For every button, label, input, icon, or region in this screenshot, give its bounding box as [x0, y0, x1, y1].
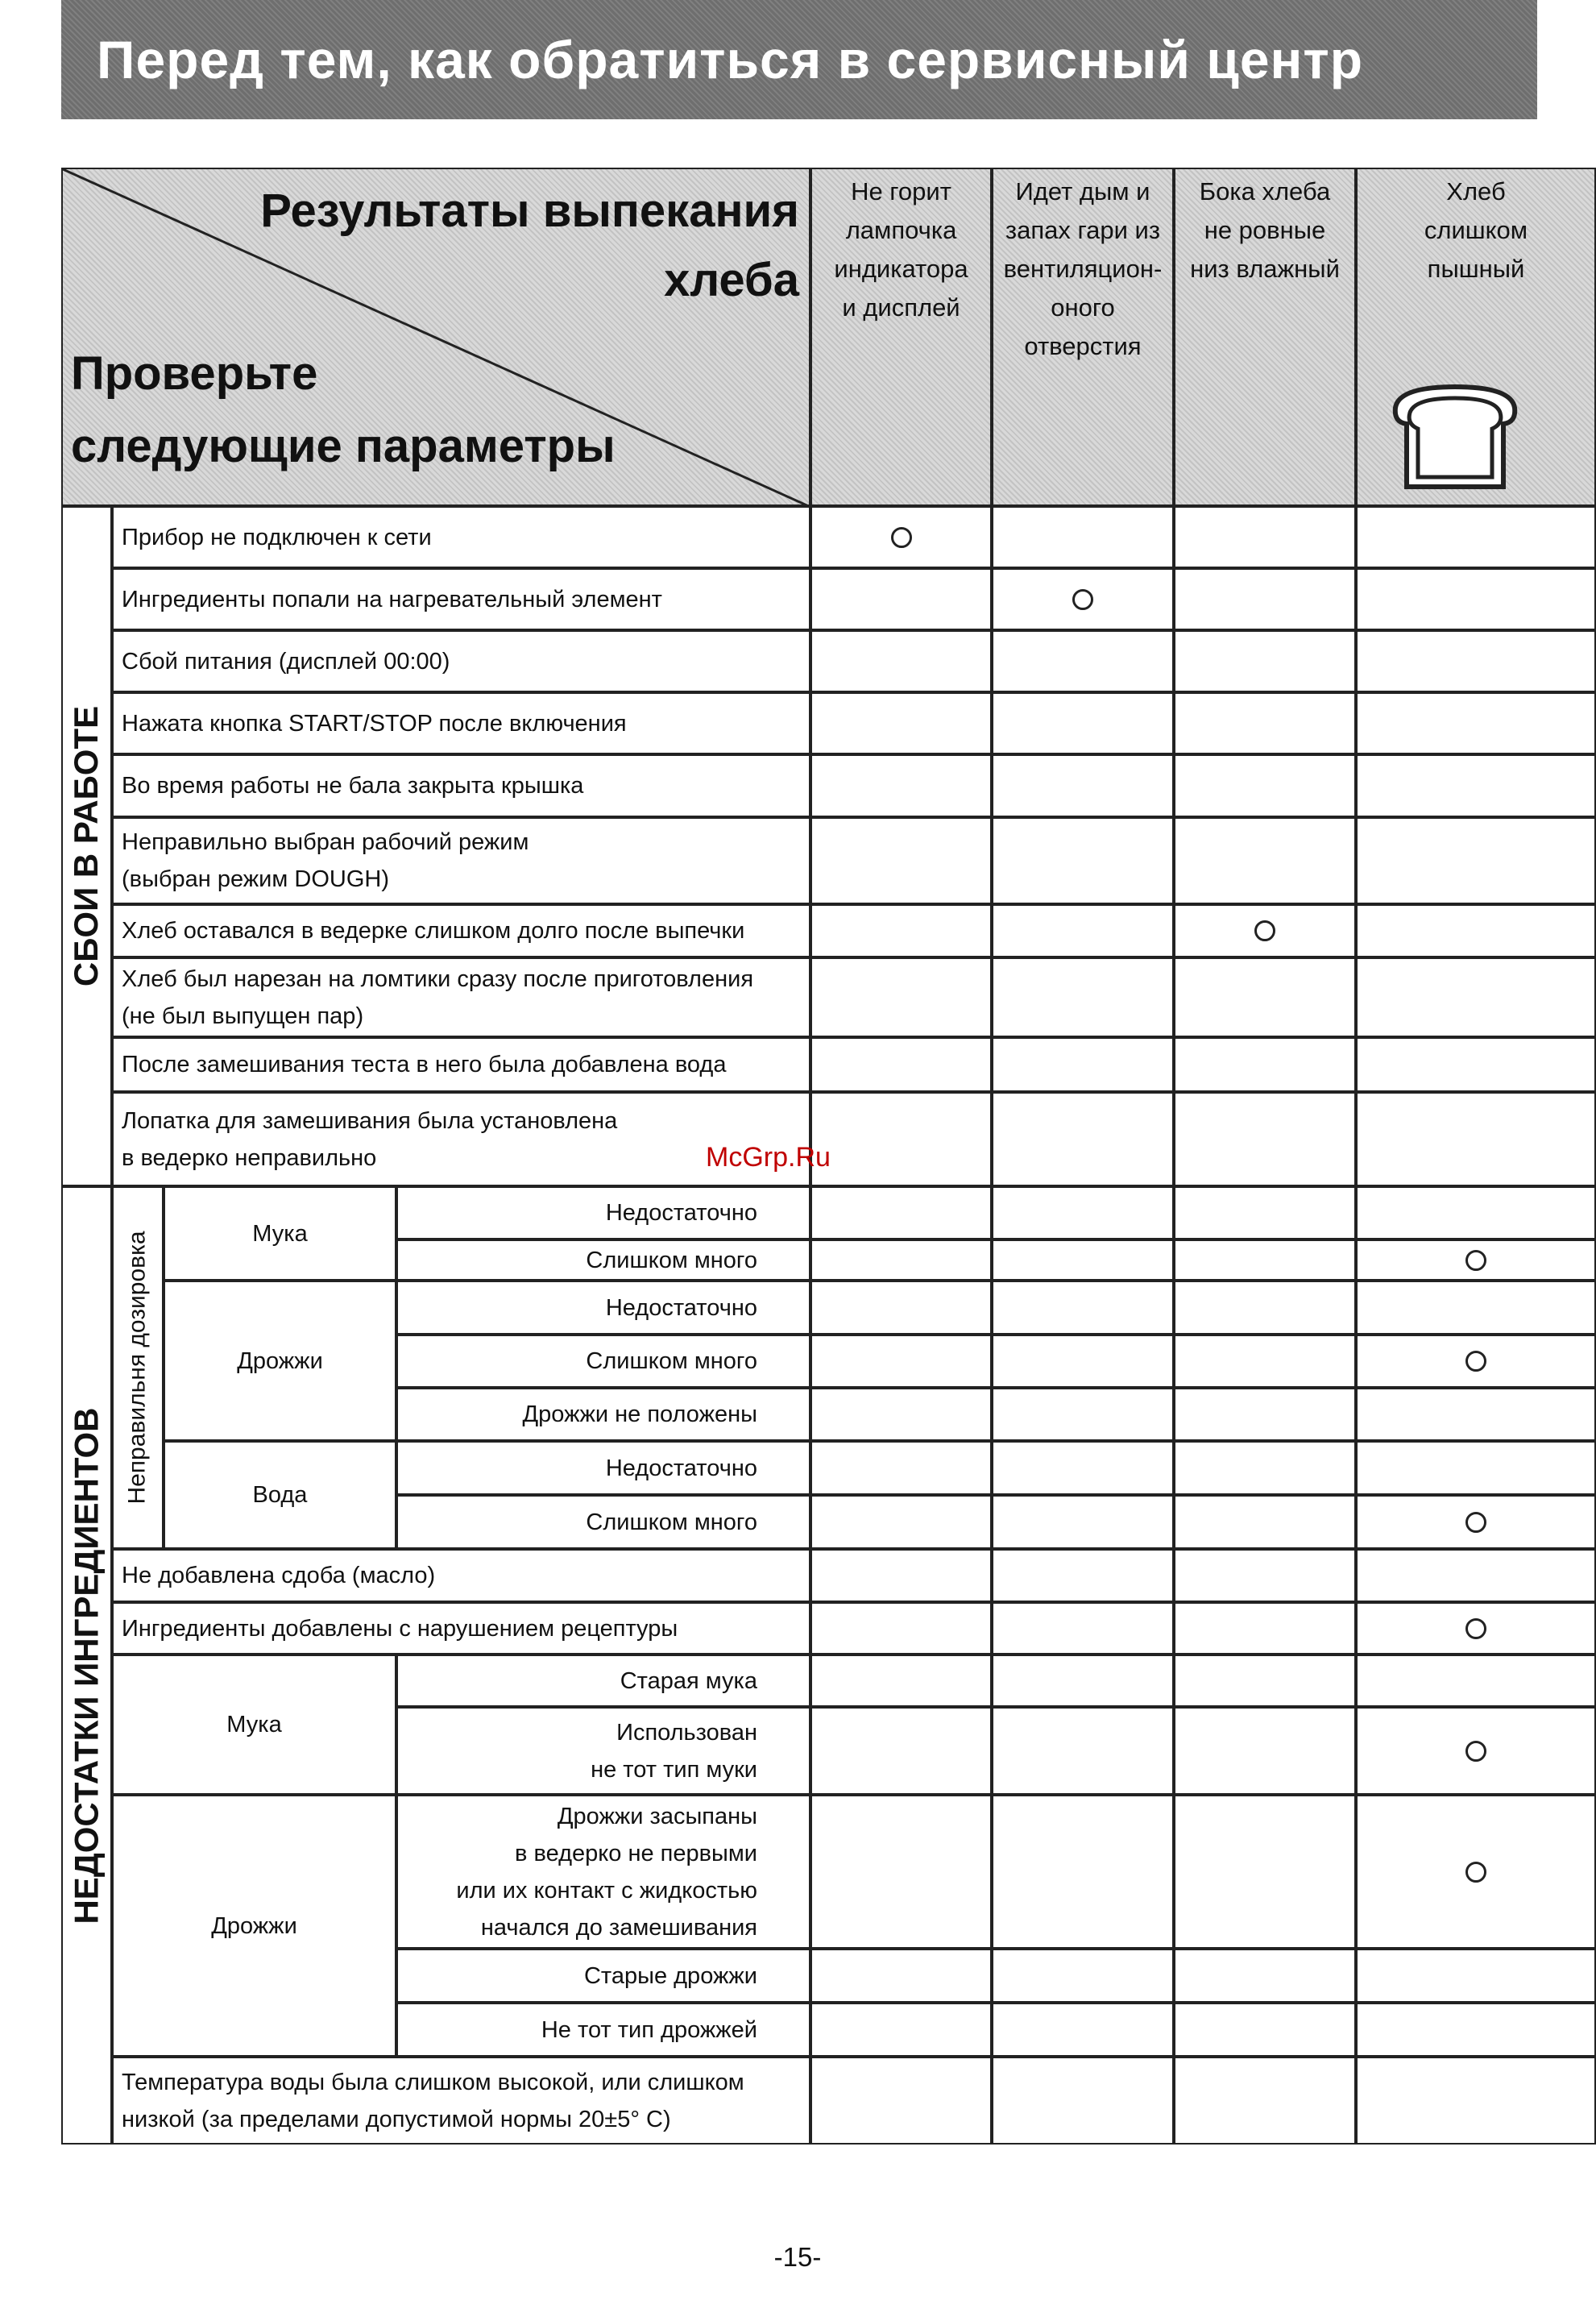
row-label-text [586, 1242, 757, 1279]
row-label-r25 [112, 2057, 810, 2145]
cell-r25-c1 [810, 2057, 992, 2145]
cell-r11-c2 [992, 1186, 1174, 1239]
text-line: Не горит [851, 177, 951, 206]
text-line: Слишком много [586, 1348, 757, 1374]
row-label-r3 [112, 630, 810, 692]
text-line: Старые дрожжи [583, 1962, 757, 1989]
cell-r5-c3 [1174, 754, 1356, 817]
dosage-group-label: Неправильня дозировка [124, 1231, 151, 1505]
cell-r23-c4 [1356, 1949, 1596, 2003]
cell-r2-c3 [1174, 568, 1356, 630]
row-label-r11 [396, 1186, 810, 1239]
text-line: Хлеб оставался в ведерке слишком долго после выпечки [122, 918, 745, 944]
text-line: Сбой питания (дисплей 00:00) [122, 648, 450, 675]
text-line: Недостаточно [605, 1294, 757, 1321]
row-label-text [122, 519, 432, 556]
cell-r16-c3 [1174, 1441, 1356, 1495]
cell-r18-c2 [992, 1549, 1174, 1602]
cell-r17-c3 [1174, 1495, 1356, 1549]
row-label-r12 [396, 1239, 810, 1281]
row-label-text [541, 2012, 757, 2049]
cell-r25-c2 [992, 2057, 1174, 2145]
cell-r16-c2 [992, 1441, 1174, 1495]
row-label-r17 [396, 1495, 810, 1549]
text-line: и дисплей [842, 293, 960, 322]
results-heading-line2: хлеба [664, 254, 799, 306]
watermark: McGrp.Ru [706, 1142, 831, 1173]
check-mark-circle-icon [1465, 1250, 1486, 1271]
page-number: -15- [773, 2242, 822, 2272]
text-line: оного [1051, 293, 1115, 322]
cell-r7-c4 [1356, 904, 1596, 957]
row-label-text [456, 1798, 757, 1946]
cell-r8-c3 [1174, 957, 1356, 1037]
row-label-text [122, 643, 450, 680]
group-water: Вода [164, 1441, 396, 1549]
row-label-text [586, 1504, 757, 1541]
row-label-r9 [112, 1037, 810, 1092]
cell-r15-c1 [810, 1388, 992, 1441]
row-label-text [606, 1289, 757, 1327]
row-label-text [122, 1610, 678, 1647]
cell-r15-c2 [992, 1388, 1174, 1441]
cell-r8-c2 [992, 957, 1174, 1037]
bread-loaf-icon [1391, 382, 1519, 492]
text-line: не тот тип муки [591, 1756, 757, 1783]
text-line: Хлеб был нарезан на ломтики сразу после приготовления [122, 965, 754, 992]
row-label-text [122, 767, 583, 804]
cell-r3-c3 [1174, 630, 1356, 692]
check-mark-circle-icon [1072, 589, 1093, 610]
cell-r13-c3 [1174, 1281, 1356, 1335]
group-flour: Мука [164, 1186, 396, 1281]
cell-r19-c1 [810, 1602, 992, 1655]
check-mark-circle-icon [1465, 1351, 1486, 1372]
text-line: Лопатка для замешивания была установлена [122, 1107, 618, 1134]
text-line: Не тот тип дрожжей [541, 2016, 757, 2043]
row-label-r22 [396, 1795, 810, 1949]
cell-r17-c1 [810, 1495, 992, 1549]
row-label-r21 [396, 1707, 810, 1795]
cell-r23-c3 [1174, 1949, 1356, 2003]
cell-r21-c3 [1174, 1707, 1356, 1795]
text-line: начался до замешивания [480, 1914, 757, 1941]
column-header-c3 [1174, 168, 1356, 506]
cell-r6-c1 [810, 817, 992, 904]
cell-r9-c4 [1356, 1037, 1596, 1092]
text-line: в ведерко неправильно [122, 1144, 377, 1171]
cell-r11-c1 [810, 1186, 992, 1239]
cell-r10-c4 [1356, 1092, 1596, 1186]
text-line: не ровные [1204, 216, 1326, 244]
text-line: После замешивания теста в него была добавлена вода [122, 1052, 727, 1077]
cell-r11-c4 [1356, 1186, 1596, 1239]
row-label-r20 [396, 1655, 810, 1707]
text-line: лампочка [845, 216, 957, 244]
cell-r4-c1 [810, 692, 992, 754]
cell-r11-c3 [1174, 1186, 1356, 1239]
cell-r8-c1 [810, 957, 992, 1037]
text-line: Идет дым и [1015, 177, 1150, 206]
cell-r13-c2 [992, 1281, 1174, 1335]
text-line: Дрожжи не положены [522, 1401, 757, 1427]
cell-r20-c2 [992, 1655, 1174, 1707]
dosage-group [112, 1186, 164, 1549]
cell-r13-c4 [1356, 1281, 1596, 1335]
cell-r10-c2 [992, 1092, 1174, 1186]
check-heading-line1: Проверьте [71, 347, 318, 400]
row-label-r19 [112, 1602, 810, 1655]
row-label-text [122, 705, 627, 742]
row-label-r18 [112, 1549, 810, 1602]
cell-r12-c1 [810, 1239, 992, 1281]
cell-r24-c4 [1356, 2003, 1596, 2057]
text-line: Нажата кнопка START/STOP после включения [122, 710, 627, 737]
row-label-r13 [396, 1281, 810, 1335]
text-line: Во время работы не бала закрыта крышка [122, 773, 584, 799]
check-mark-circle-icon [1465, 1862, 1486, 1883]
cell-r8-c4 [1356, 957, 1596, 1037]
row-label-text [586, 1343, 757, 1380]
text-line: в ведерко не первыми [515, 1840, 757, 1866]
check-mark-circle-icon [1465, 1741, 1486, 1762]
cell-r3-c4 [1356, 630, 1596, 692]
check-mark-circle-icon [891, 527, 912, 548]
cell-r20-c3 [1174, 1655, 1356, 1707]
row-label-text [122, 961, 753, 1035]
cell-r9-c3 [1174, 1037, 1356, 1092]
column-header-c1 [810, 168, 992, 506]
cell-r5-c1 [810, 754, 992, 817]
row-label-text [122, 2064, 744, 2138]
cell-r16-c4 [1356, 1441, 1596, 1495]
cell-r24-c3 [1174, 2003, 1356, 2057]
cell-r6-c3 [1174, 817, 1356, 904]
text-line: низ влажный [1190, 255, 1340, 283]
cell-r15-c4 [1356, 1388, 1596, 1441]
header-corner-cell [61, 168, 810, 506]
cell-r15-c3 [1174, 1388, 1356, 1441]
row-label-text [122, 1046, 726, 1083]
text-line: Старая мука [620, 1667, 757, 1694]
cell-r18-c4 [1356, 1549, 1596, 1602]
cell-r19-c2 [992, 1602, 1174, 1655]
cell-r7-c2 [992, 904, 1174, 957]
text-line: Не добавлена сдоба (масло) [122, 1563, 436, 1588]
cell-r10-c3 [1174, 1092, 1356, 1186]
cell-r20-c1 [810, 1655, 992, 1707]
row-label-text [620, 1663, 757, 1700]
cell-r17-c2 [992, 1495, 1174, 1549]
row-label-text [122, 1102, 617, 1177]
text-line: индикатора [834, 255, 968, 283]
text-line: Недостаточно [605, 1200, 757, 1226]
cell-r14-c2 [992, 1335, 1174, 1388]
cell-r16-c1 [810, 1441, 992, 1495]
section-ingredient-issues [61, 1186, 112, 2145]
cell-r1-c4 [1356, 506, 1596, 568]
row-label-r15 [396, 1388, 810, 1441]
group-flour-quality: Мука [112, 1655, 396, 1795]
cell-r23-c1 [810, 1949, 992, 2003]
cell-r20-c4 [1356, 1655, 1596, 1707]
cell-r12-c3 [1174, 1239, 1356, 1281]
cell-r4-c2 [992, 692, 1174, 754]
section-work-failures-label: СБОИ В РАБОТЕ [67, 705, 106, 987]
check-heading-line2: следующие параметры [71, 420, 616, 472]
text-line: слишком [1424, 216, 1528, 244]
row-label-text [122, 581, 662, 618]
cell-r1-c3 [1174, 506, 1356, 568]
group-yeast-quality: Дрожжи [112, 1795, 396, 2057]
text-line: (не был выпущен пар) [122, 1003, 364, 1029]
section-ingredient-issues-label: НЕДОСТАТКИ ИНГРЕДИЕНТОВ [67, 1406, 106, 1924]
row-label-text [122, 1557, 435, 1594]
cell-r22-c3 [1174, 1795, 1356, 1949]
text-line: Слишком много [586, 1247, 757, 1273]
cell-r13-c1 [810, 1281, 992, 1335]
text-line: Недостаточно [605, 1455, 757, 1481]
check-mark-circle-icon [1465, 1618, 1486, 1639]
cell-r6-c4 [1356, 817, 1596, 904]
row-label-r2 [112, 568, 810, 630]
cell-r7-c1 [810, 904, 992, 957]
row-label-r8 [112, 957, 810, 1037]
cell-r22-c2 [992, 1795, 1174, 1949]
cell-r22-c1 [810, 1795, 992, 1949]
text-line: вентиляцион- [1003, 255, 1163, 283]
cell-r25-c4 [1356, 2057, 1596, 2145]
cell-r2-c1 [810, 568, 992, 630]
cell-r1-c2 [992, 506, 1174, 568]
row-label-r1 [112, 506, 810, 568]
cell-r12-c2 [992, 1239, 1174, 1281]
text-line: Слишком много [586, 1509, 757, 1535]
section-work-failures [61, 506, 112, 1186]
row-label-r23 [396, 1949, 810, 2003]
row-label-text [606, 1450, 757, 1487]
cell-r4-c4 [1356, 692, 1596, 754]
text-line: (выбран режим DOUGH) [122, 866, 389, 892]
cell-r24-c2 [992, 2003, 1174, 2057]
text-line: Использован [616, 1719, 757, 1746]
cell-r21-c1 [810, 1707, 992, 1795]
cell-r5-c4 [1356, 754, 1596, 817]
cell-r4-c3 [1174, 692, 1356, 754]
text-line: отверстия [1024, 332, 1142, 360]
text-line: Бока хлеба [1199, 177, 1331, 206]
text-line: Ингредиенты добавлены с нарушением рецептуры [122, 1615, 678, 1642]
row-label-text [584, 1958, 757, 1995]
text-line: низкой (за пределами допустимой нормы 20±5° С) [122, 2106, 671, 2132]
cell-r18-c3 [1174, 1549, 1356, 1602]
cell-r5-c2 [992, 754, 1174, 817]
text-line: Хлеб [1446, 177, 1506, 206]
cell-r23-c2 [992, 1949, 1174, 2003]
cell-r3-c1 [810, 630, 992, 692]
row-label-text [122, 912, 744, 949]
column-header-c4 [1356, 168, 1596, 506]
row-label-r24 [396, 2003, 810, 2057]
cell-r14-c3 [1174, 1335, 1356, 1388]
check-mark-circle-icon [1465, 1512, 1486, 1533]
row-label-r6 [112, 817, 810, 904]
row-label-text [606, 1194, 757, 1231]
cell-r24-c1 [810, 2003, 992, 2057]
text-line: Температура воды была слишком высокой, или слишком [122, 2069, 744, 2095]
cell-r18-c1 [810, 1549, 992, 1602]
text-line: запах гари из [1005, 216, 1161, 244]
cell-r9-c2 [992, 1037, 1174, 1092]
row-label-text [122, 824, 529, 898]
row-label-r4 [112, 692, 810, 754]
text-line: Ингредиенты попали на нагревательный элемент [122, 586, 662, 612]
cell-r19-c3 [1174, 1602, 1356, 1655]
text-line: Прибор не подключен к сети [122, 524, 432, 550]
row-label-text [591, 1714, 757, 1788]
row-label-r7 [112, 904, 810, 957]
check-mark-circle-icon [1254, 920, 1275, 941]
cell-r21-c2 [992, 1707, 1174, 1795]
row-label-r16 [396, 1441, 810, 1495]
cell-r9-c1 [810, 1037, 992, 1092]
cell-r25-c3 [1174, 2057, 1356, 2145]
text-line: Дрожжи засыпаны [557, 1803, 757, 1829]
text-line: Неправильно выбран рабочий режим [122, 829, 529, 855]
cell-r10-c1 [810, 1092, 992, 1186]
row-label-r14 [396, 1335, 810, 1388]
text-line: пышный [1427, 255, 1525, 283]
column-header-c2 [992, 168, 1174, 506]
group-yeast: Дрожжи [164, 1281, 396, 1441]
page-title: Перед тем, как обратиться в сервисный центр [97, 30, 1364, 89]
results-heading-line1: Результаты выпекания [260, 185, 799, 237]
cell-r3-c2 [992, 630, 1174, 692]
cell-r6-c2 [992, 817, 1174, 904]
text-line: или их контакт с жидкостью [456, 1877, 757, 1904]
cell-r14-c1 [810, 1335, 992, 1388]
cell-r2-c4 [1356, 568, 1596, 630]
row-label-text [523, 1396, 757, 1433]
row-label-r5 [112, 754, 810, 817]
